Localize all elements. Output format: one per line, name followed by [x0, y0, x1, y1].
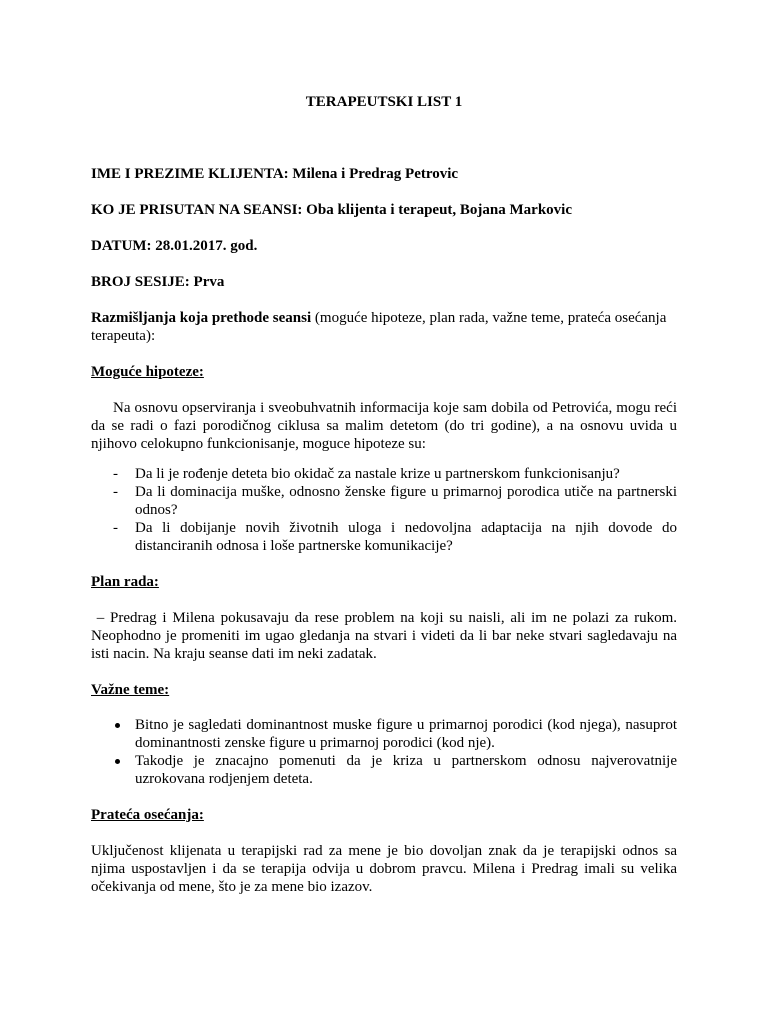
reflections-label: Razmišljanja koja prethode seansi: [91, 310, 312, 326]
dash-marker: -: [113, 466, 118, 482]
list-item: [91, 483, 677, 519]
client-name-field: IME I PREZIME KLIJENTA: Milena i Predrag Petrovic: [91, 166, 459, 182]
theme-text: Takodje je znacajno pomenuti da je kriza u partnerskom odnosu najverovatnije uzrokovana rodjenjem deteta.: [135, 753, 677, 787]
hypotheses-list: [91, 465, 677, 555]
accompanying-feelings-text: Uključenost klijenata u terapijski rad za mene je bio dovoljan znak da je terapijski odnos sa njima uspostavljen i da se terapija odvija u dobrom pravcu. Milena i Predrag imali su velika očekivanja od mene, što je za mene bio izazov.: [91, 843, 677, 895]
bullet-icon: [115, 759, 120, 764]
list-item: [91, 752, 677, 788]
hypotheses-heading: Moguće hipoteze:: [91, 364, 204, 380]
date-field: DATUM: 28.01.2017. god.: [91, 238, 258, 254]
hypothesis-text: Da li je rođenje deteta bio okidač za nastale krize u partnerskom funkcionisanju?: [135, 466, 620, 482]
dash-marker: -: [113, 520, 118, 536]
theme-text: Bitno je sagledati dominantnost muske figure u primarnoj porodici (kod njega), nasuprot dominantnosti zenske figure u primarnoj porodici (kod nje).: [135, 717, 677, 751]
work-plan-heading: Plan rada:: [91, 574, 159, 590]
list-item: [91, 519, 677, 555]
list-item: [91, 716, 677, 752]
themes-list: [91, 716, 677, 788]
hypotheses-intro: Na osnovu opserviranja i sveobuhvatnih informacija koje sam dobila od Petrovića, mogu reći da se radi o fazi porodičnog ciklusa sa malim detetom (do tri godine), a na osnovu uvida u njihovo celokupno funkcionisanje, moguce hipoteze su:: [91, 400, 677, 452]
reflections-intro: [91, 309, 677, 345]
bullet-icon: [115, 723, 120, 728]
document-page: [91, 0, 681, 1024]
hypothesis-text: Da li dobijanje novih životnih uloga i nedovoljna adaptacija na njih dovode do distanciranih odnosa i loše partnerske komunikacije?: [135, 520, 677, 554]
list-item: [91, 465, 677, 483]
hypothesis-text: Da li dominacija muške, odnosno ženske figure u primarnoj porodica utiče na partnerski odnos?: [135, 484, 677, 518]
dash-marker: -: [113, 484, 118, 500]
present-at-session-field: KO JE PRISUTAN NA SEANSI: Oba klijenta i terapeut, Bojana Markovic: [91, 202, 572, 218]
accompanying-feelings-heading: Prateća osećanja:: [91, 807, 204, 823]
document-title: TERAPEUTSKI LIST 1: [305, 94, 463, 110]
reflections-description: (moguće hipoteze, plan rada, važne teme, prateća osećanja terapeuta):: [91, 310, 667, 344]
important-themes-heading: Važne teme:: [91, 682, 170, 698]
work-plan-text: – Predrag i Milena pokusavaju da rese problem na koji su naisli, ali im ne polazi za rukom. Neophodno je promeniti im ugao gledanja na stvari i videti da li bar neke stvari sagledavaju na isti nacin. Na kraju seanse dati im neki zadatak.: [91, 610, 681, 662]
session-number-field: BROJ SESIJE: Prva: [91, 274, 225, 290]
